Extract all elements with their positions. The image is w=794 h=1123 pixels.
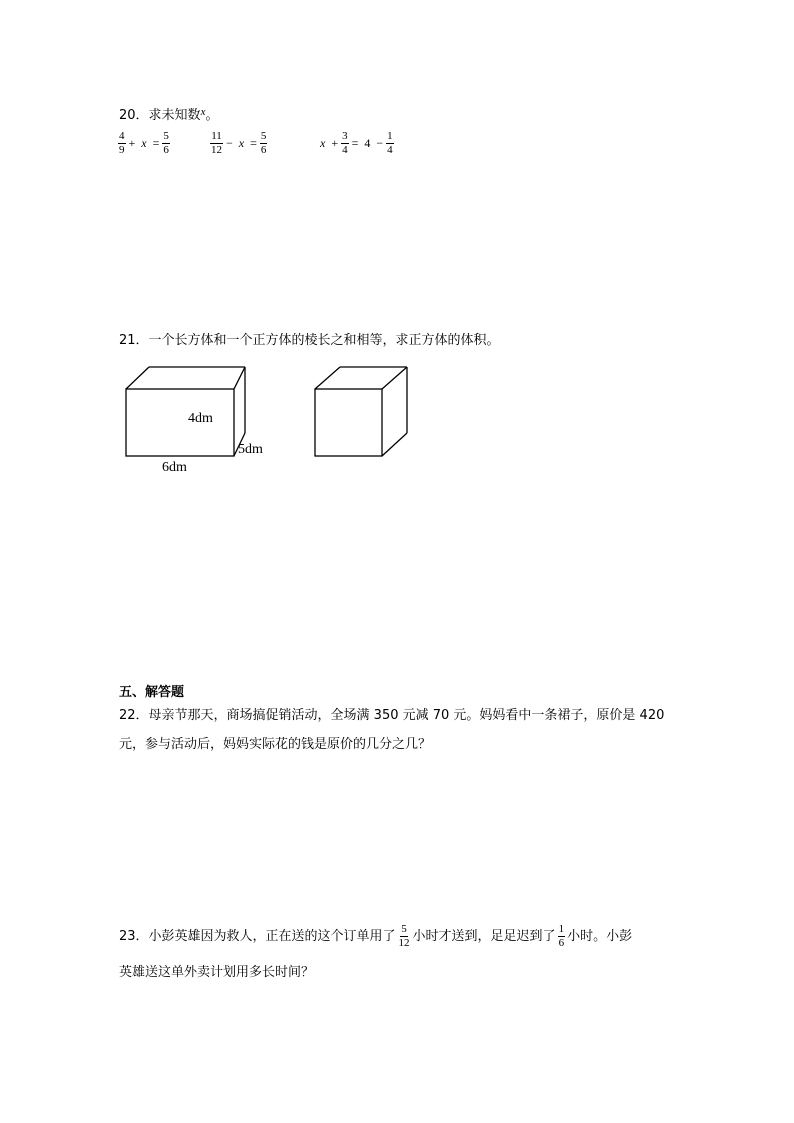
fraction: $\frac{4}{9}$ [119,130,125,156]
question-23-part-1: 23．小彭英雄因为救人，正在送的这个订单用了 [119,929,396,944]
fraction: $\frac{5}{6}$ [163,130,169,156]
equation-2: $\frac{11}{12}$ − x = $\frac{5}{6}$ [211,130,267,156]
question-23-line-1 [119,920,632,954]
question-20-end: 。 [205,108,219,123]
cuboid-depth-label: 5dm [238,442,263,457]
question-21-text: 21．一个长方体和一个正方体的棱长之和相等，求正方体的体积。 [119,333,500,348]
question-23-part-2: 小时才送到，足足迟到了 [412,929,556,944]
section-5-heading: 五、解答题 [119,685,185,700]
cuboid-diagram [126,367,245,456]
question-23-part-3: 小时。小彭 [567,929,633,944]
cuboid-width-label: 6dm [162,460,187,475]
fraction: $\frac{1}{6}$ [558,923,565,949]
fraction: $\frac{5}{12}$ [398,923,410,949]
solids-figure [0,0,794,500]
equation-1: $\frac{4}{9}$ + x = $\frac{5}{6}$ [119,130,169,156]
question-23-line-2: 英雄送这单外卖计划用多长时间？ [119,965,315,980]
question-20-variable: x [200,106,206,118]
fraction: $\frac{5}{6}$ [260,130,267,156]
question-22-line-2: 元，参与活动后，妈妈实际花的钱是原价的几分之几？ [119,737,432,752]
question-20-number: 20． [119,108,149,123]
cuboid-height-label: 4dm [188,411,213,426]
fraction: $\frac{11}{12}$ [211,130,222,156]
fraction: $\frac{1}{4}$ [387,130,393,156]
fraction: $\frac{3}{4}$ [342,130,348,156]
cube-diagram [315,367,407,456]
question-20-text: 求未知数 [148,108,201,123]
question-22-line-1: 22．母亲节那天，商场搞促销活动，全场满 350 元减 70 元。妈妈看中一条裙子，原价是 420 [119,708,665,723]
equation-3: x + $\frac{3}{4}$ = 4 − $\frac{1}{4}$ [320,130,393,156]
